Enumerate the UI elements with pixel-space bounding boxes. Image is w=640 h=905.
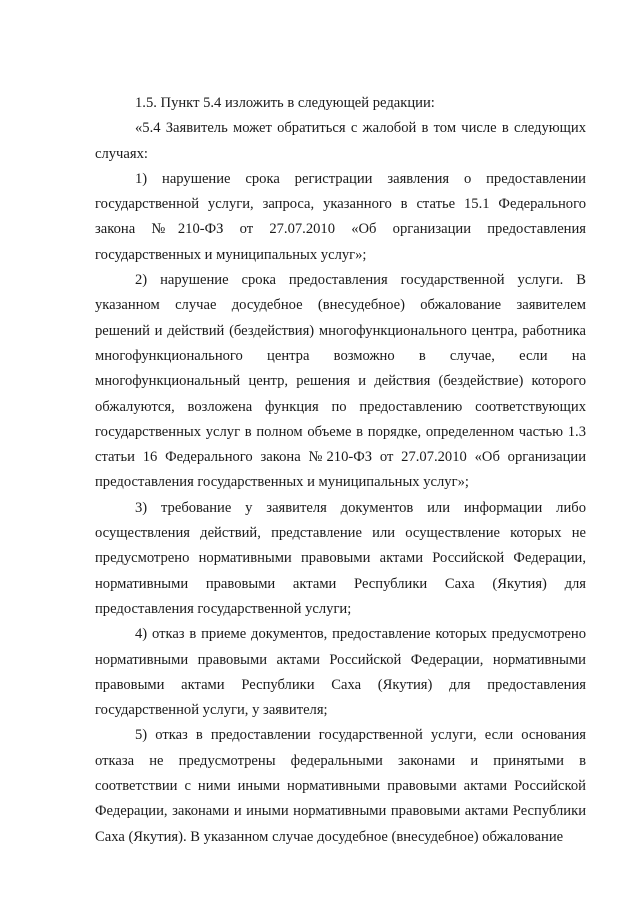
paragraph-item-1: 1) нарушение срока регистрации заявления о предоставлении государственной услуги, запроса, указанного в статье 15.1 Федерального закона №210-ФЗ от 27.07.2010 «Об организации предоставления государственных и муниципальных услуг»; [95, 170, 586, 263]
paragraph-amendment-intro: 1.5. Пункт 5.4 изложить в следующей редакции: [135, 95, 435, 111]
paragraph-item-2: 2) нарушение срока предоставления государственной услуги. В указанном случае досудебное (внесудебное) обжалование заявителем решений и действий (бездействия) многофункционального центра, работника многофункционального центра возможно в случае, если на многофункциональный центр, решения и действия (бездействие) которого обжалуются, возложена функция по предоставлению соответствующих государственных услуг в полном объеме в порядке, определенном частью 1.3 статьи 16 Федерального закона №210-ФЗ от 27.07.2010 «Об организации предоставления государственных и муниципальных услуг»; [95, 272, 586, 491]
document-body [95, 91, 586, 850]
paragraph-clause-5-4: «5.4 Заявитель может обратиться с жалобой в том числе в следующих случаях: [95, 120, 586, 162]
paragraph-item-4: 4) отказ в приеме документов, предоставление которых предусмотрено нормативными правовыми актами Российской Федерации, нормативными правовыми актами Республики Саха (Якутия) для предоставления государственной услуги, у заявителя; [95, 626, 586, 719]
paragraph-item-3: 3) требование у заявителя документов или информации либо осуществления действий, представление или осуществление которых не предусмотрено нормативными правовыми актами Российской Федерации, нормативными правовыми актами Республики Саха (Якутия) для предоставления государственной услуги; [95, 499, 586, 617]
paragraph-item-5: 5) отказ в предоставлении государственной услуги, если основания отказа не предусмотрены федеральными законами и принятыми в соответствии с ними иными нормативными правовыми актами Российской Федерации, законами и иными нормативными правовыми актами Республики Саха (Якутия). В указанном случае досудебное (внесудебное) обжалование [95, 727, 586, 845]
